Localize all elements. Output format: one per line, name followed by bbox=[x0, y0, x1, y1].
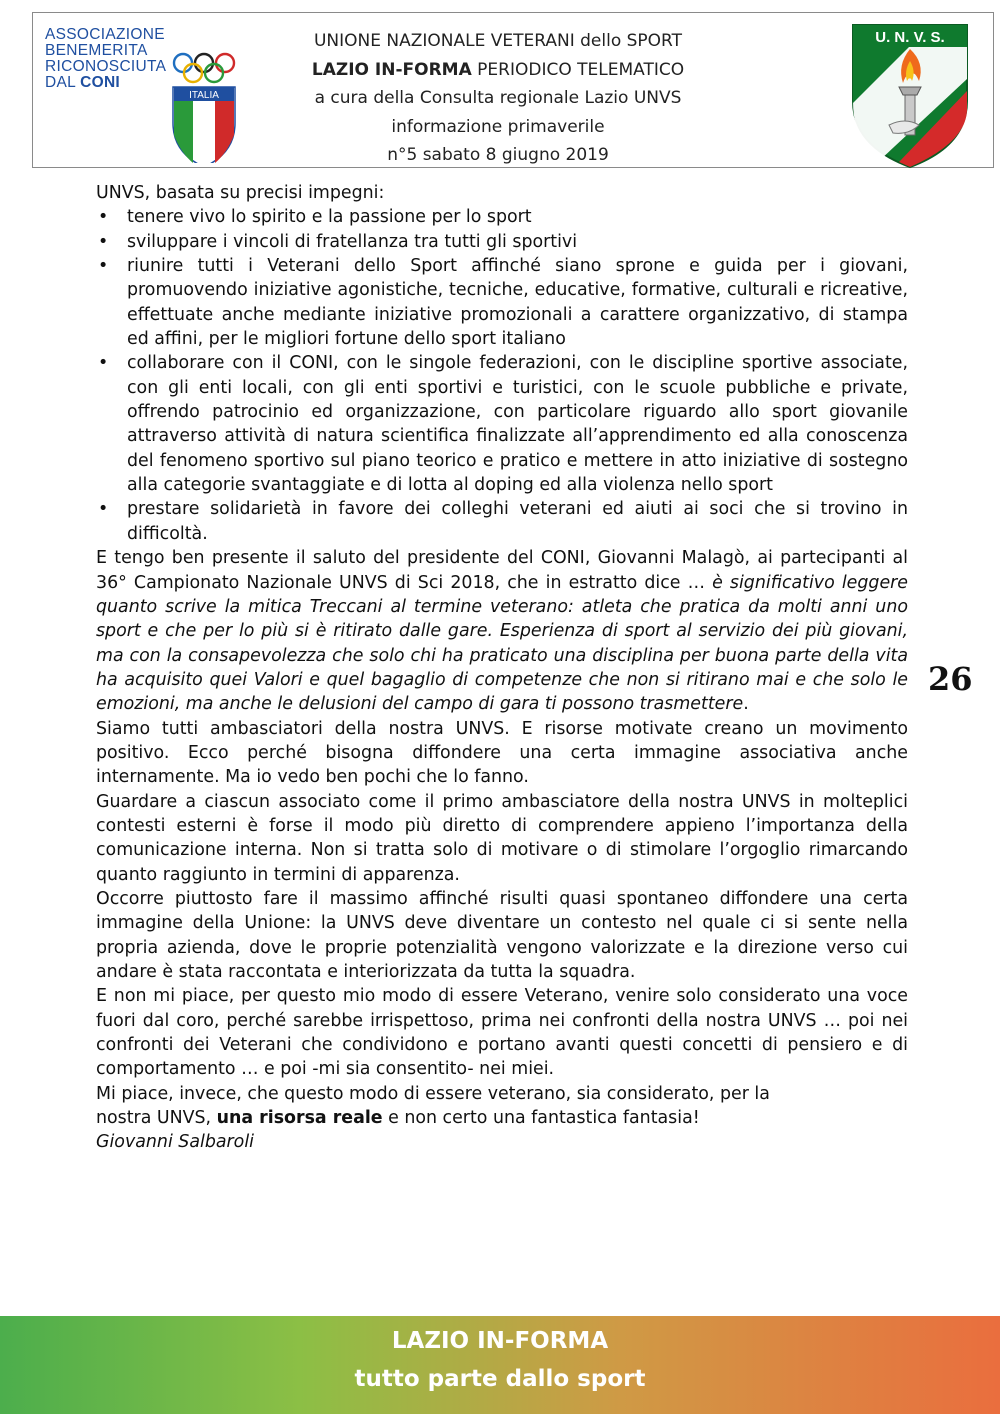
closing-line-1: Mi piace, invece, che questo modo di essere veterano, sia considerato, per la bbox=[96, 1083, 770, 1104]
list-item bbox=[96, 205, 908, 229]
paragraph: E non mi piace, per questo mio modo di essere Veterano, venire solo considerato una voce fuori dal coro, perché sarebbe irrispettoso, prima nei confronti della nostra UNVS … poi nei confronti dei Veterani che condividono e portano avanti questi concetti di pensiero e di comportamento … e poi -mi sia consentito- nei miei. bbox=[96, 986, 908, 1080]
article-body bbox=[96, 181, 908, 1155]
closing-emphasis: una risorsa reale bbox=[216, 1108, 383, 1129]
olympic-rings-shield-icon bbox=[33, 13, 253, 163]
unvs-shield-icon bbox=[849, 21, 971, 171]
commitments-list bbox=[96, 205, 908, 546]
masthead bbox=[273, 27, 723, 170]
page-footer bbox=[0, 1316, 1000, 1414]
list-item bbox=[96, 351, 908, 497]
quote-text: è significativo leggere quanto scrive la mitica Treccani al termine veterano: atleta che pratica da molti anni uno sport e che per lo più si è ritirato dalle gare. Esperienza di sport al servizio dei più giovani, ma con la consapevolezza che solo chi ha praticato una disciplina per buona parte della vita ha acquisito quei Valori e quel bagaglio di competenze che non si ritirano mai e che solo le emozioni, ma anche le delusioni del campo di gara ti possono trasmettere bbox=[96, 572, 909, 715]
list-item-text: tenere vivo lo spirito e la passione per lo sport bbox=[127, 207, 532, 228]
masthead-line-5: n°5 sabato 8 giugno 2019 bbox=[387, 145, 609, 165]
masthead-subtitle: PERIODICO TELEMATICO bbox=[471, 59, 685, 80]
coni-logo-line: ASSOCIAZIONE bbox=[45, 26, 165, 43]
footer-subtitle: tutto parte dallo sport bbox=[354, 1366, 646, 1392]
bullet-icon: • bbox=[98, 207, 109, 228]
paragraph: Guardare a ciascun associato come il primo ambasciatore della nostra UNVS in molteplici contesti esterni è forse il modo più diretto di comprendere appieno l’importanza della comunicazione interna. Non si tratta solo di motivare o di stimolare l’orgoglio rimarcando quanto raggiunto in termini di apparenza. bbox=[96, 791, 908, 885]
closing-pre: nostra UNVS, bbox=[96, 1108, 217, 1129]
masthead-line-4: informazione primaverile bbox=[391, 116, 605, 137]
closing-line-2 bbox=[96, 1106, 908, 1130]
list-item-text: prestare solidarietà in favore dei colleghi veterani ed aiuti ai soci che si trovino in difficoltà. bbox=[127, 499, 908, 544]
masthead-title: LAZIO IN-FORMA bbox=[311, 59, 472, 80]
page-number: 26 bbox=[928, 660, 973, 698]
coni-logo-bold: CONI bbox=[80, 74, 121, 91]
masthead-line-2 bbox=[273, 56, 723, 85]
list-item bbox=[96, 254, 908, 351]
coni-logo-line: BENEMERITA bbox=[45, 42, 148, 59]
list-item-text: collaborare con il CONI, con le singole federazioni, con le discipline sportive associate, con gli enti locali, con gli enti sportivi e turistici, con le scuole pubbliche e private, offrendo patrocinio ed organizzazione, con particolare riguardo allo sport giovanile attraverso attività di natura scientifica finalizzate all’apprendimento ed alla conoscenza del fenomeno sportivo sul piano teorico e pratico e mettere in atto iniziative di sostegno alla categorie svantaggiate e di lotta al doping ed alla violenza nello sport bbox=[127, 353, 908, 496]
quote-end: . bbox=[743, 694, 749, 715]
footer-title: LAZIO IN-FORMA bbox=[391, 1328, 609, 1354]
coni-logo-line: RICONOSCIUTA bbox=[45, 58, 167, 75]
bullet-icon: • bbox=[98, 499, 109, 520]
bullet-icon: • bbox=[98, 256, 109, 277]
masthead-line-3: a cura della Consulta regionale Lazio UNVS bbox=[314, 88, 682, 108]
list-item-text: riunire tutti i Veterani dello Sport affinché siano sprone e guida per i giovani, promuovendo iniziative agonistiche, tecniche, educative, formative, culturali e ricreative, effettuate anche mediante iniziative promozionali a carattere organizzativo, di stampa ed affini, per le migliori fortune dello sport italiano bbox=[127, 256, 908, 350]
list-item-text: sviluppare i vincoli di fratellanza tra tutti gli sportivi bbox=[127, 231, 578, 252]
paragraph: Occorre piuttosto fare il massimo affinché risulti quasi spontaneo diffondere una certa immagine della Unione: la UNVS deve diventare un contesto nel quale ci si sente nella propria azienda, dove le proprie potenzialità vengono valorizzate e la direzione verso cui andare è stata raccontata e interiorizzata da tutta la squadra. bbox=[96, 888, 908, 982]
intro-line: UNVS, basata su precisi impegni: bbox=[96, 183, 385, 203]
list-item bbox=[96, 497, 908, 546]
masthead-line-1: UNIONE NAZIONALE VETERANI dello SPORT bbox=[313, 31, 683, 51]
unvs-shield-label: U. N. V. S. bbox=[875, 29, 945, 46]
page-header bbox=[32, 12, 994, 168]
signature: Giovanni Salbaroli bbox=[96, 1132, 254, 1153]
bullet-icon: • bbox=[98, 353, 109, 374]
paragraph: Siamo tutti ambasciatori della nostra UNVS. E risorse motivate creano un movimento positivo. Ecco perché bisogna diffondere una certa immagine associativa anche internamente. Ma io vedo ben pochi che lo fanno. bbox=[96, 718, 908, 788]
coni-logo-prefix: DAL bbox=[45, 74, 81, 91]
quote-paragraph bbox=[96, 546, 908, 716]
bullet-icon: • bbox=[98, 231, 109, 252]
list-item bbox=[96, 230, 908, 254]
closing-post: e non certo una fantastica fantasia! bbox=[382, 1108, 700, 1129]
quote-intro: E tengo ben presente il saluto del presidente del CONI, Giovanni Malagò, ai partecipanti al 36° Campionato Nazionale UNVS di Sci 2018, che in estratto dice … bbox=[96, 548, 908, 593]
coni-flag-label: ITALIA bbox=[189, 90, 219, 101]
